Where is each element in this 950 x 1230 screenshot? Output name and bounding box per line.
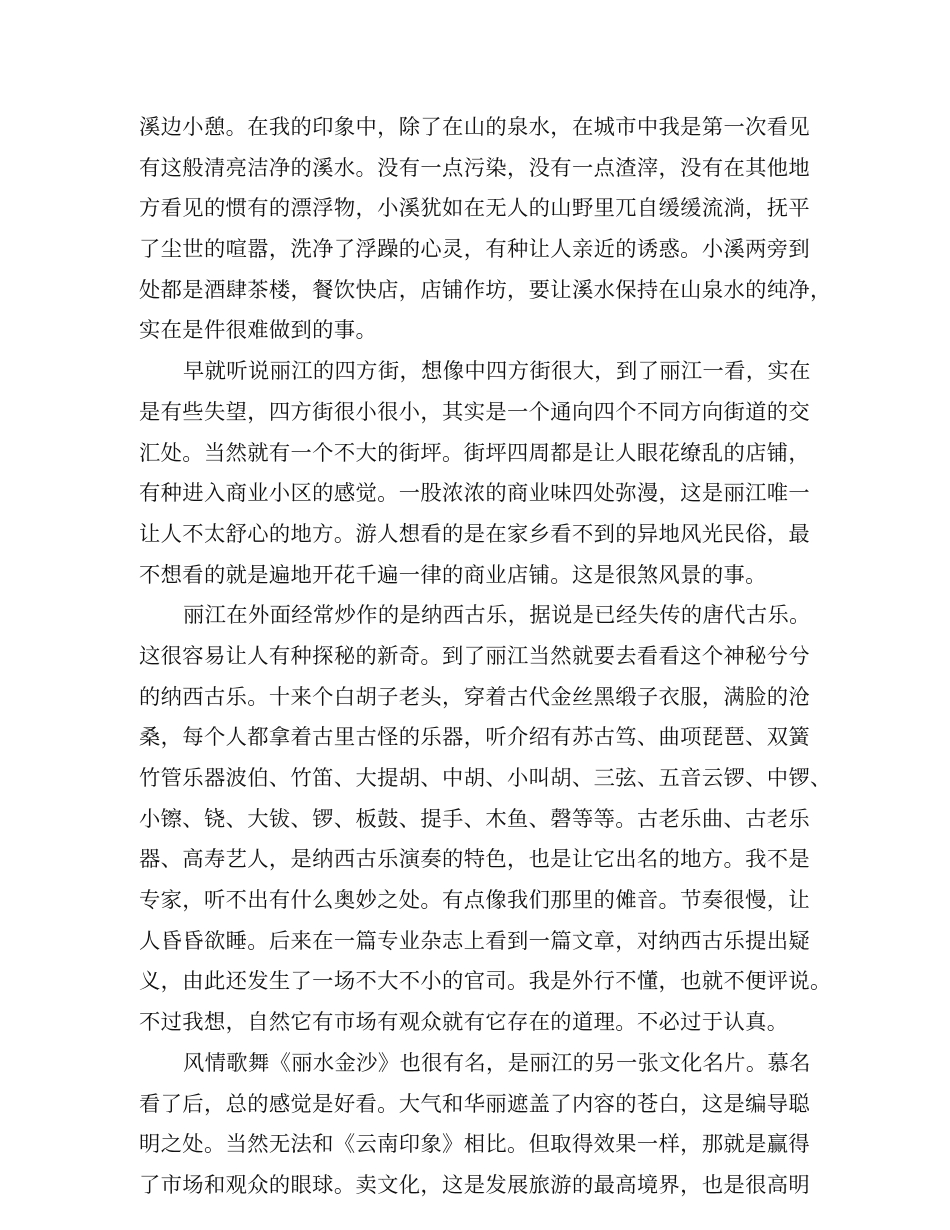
text-line: 处都是酒肆茶楼，餐饮快店，店铺作坊，要让溪水保持在山泉水的纯净， bbox=[139, 277, 832, 303]
text-line: 了市场和观众的眼球。卖文化，这是发展旅游的最高境界，也是很高明 bbox=[139, 1172, 811, 1198]
text-line: 的纳西古乐。十来个白胡子老头，穿着古代金丝黑缎子衣服，满脸的沧 bbox=[139, 684, 811, 710]
text-line: 这很容易让人有种探秘的新奇。到了丽江当然就要去看看这个神秘兮兮 bbox=[139, 643, 811, 669]
text-line: 丽江在外面经常炒作的是纳西古乐，据说是已经失传的唐代古乐。 bbox=[183, 603, 811, 629]
text-line: 溪边小憩。在我的印象中，除了在山的泉水，在城市中我是第一次看见 bbox=[139, 115, 811, 140]
text-line: 汇处。当然就有一个不大的街坪。街坪四周都是让人眼花缭乱的店铺， bbox=[139, 440, 811, 466]
text-line: 器、高寿艺人，是纳西古乐演奏的特色，也是让它出名的地方。我不是 bbox=[139, 847, 811, 873]
text-line: 桑，每个人都拿着古里古怪的乐器，听介绍有苏古笃、曲项琵琶、双簧 bbox=[139, 725, 811, 751]
text-line: 看了后，总的感觉是好看。大气和华丽遮盖了内容的苍白，这是编导聪 bbox=[139, 1091, 811, 1117]
text-line: 义，由此还发生了一场不大不小的官司。我是外行不懂，也就不便评说。 bbox=[139, 969, 832, 995]
body-text bbox=[139, 108, 832, 1207]
text-line: 小镲、铙、大钹、锣、板鼓、提手、木鱼、磬等等。古老乐曲、古老乐 bbox=[139, 806, 811, 832]
text-line: 人昏昏欲睡。后来在一篇专业杂志上看到一篇文章，对纳西古乐提出疑 bbox=[139, 928, 811, 954]
text-line: 方看见的惯有的漂浮物，小溪犹如在无人的山野里兀自缓缓流淌，抚平 bbox=[139, 196, 811, 222]
text-line: 明之处。当然无法和《云南印象》相比。但取得效果一样，那就是赢得 bbox=[139, 1132, 811, 1158]
text-line: 实在是件很难做到的事。 bbox=[139, 318, 378, 344]
text-line: 不过我想，自然它有市场有观众就有它存在的道理。不必过于认真。 bbox=[139, 1010, 789, 1036]
text-line: 有这般清亮洁净的溪水。没有一点污染，没有一点渣滓，没有在其他地 bbox=[139, 155, 811, 181]
text-line: 不想看的就是遍地开花千遍一律的商业店铺。这是很煞风景的事。 bbox=[139, 562, 767, 588]
text-line: 有种进入商业小区的感觉。一股浓浓的商业味四处弥漫，这是丽江唯一 bbox=[139, 481, 811, 507]
text-line: 专家，听不出有什么奥妙之处。有点像我们那里的傩音。节奏很慢，让 bbox=[139, 888, 811, 914]
text-line: 风情歌舞《丽水金沙》也很有名，是丽江的另一张文化名片。慕名 bbox=[183, 1050, 811, 1076]
text-line: 是有些失望，四方街很小很小，其实是一个通向四个不同方向街道的交 bbox=[139, 399, 811, 425]
text-line: 让人不太舒心的地方。游人想看的是在家乡看不到的异地风光民俗，最 bbox=[139, 521, 811, 547]
text-line: 了尘世的喧嚣，洗净了浮躁的心灵，有种让人亲近的诱惑。小溪两旁到 bbox=[139, 237, 811, 263]
text-line: 竹管乐器波伯、竹笛、大提胡、中胡、小叫胡、三弦、五音云锣、中锣、 bbox=[139, 766, 832, 791]
text-line: 早就听说丽江的四方街，想像中四方街很大，到了丽江一看，实在 bbox=[183, 359, 811, 385]
